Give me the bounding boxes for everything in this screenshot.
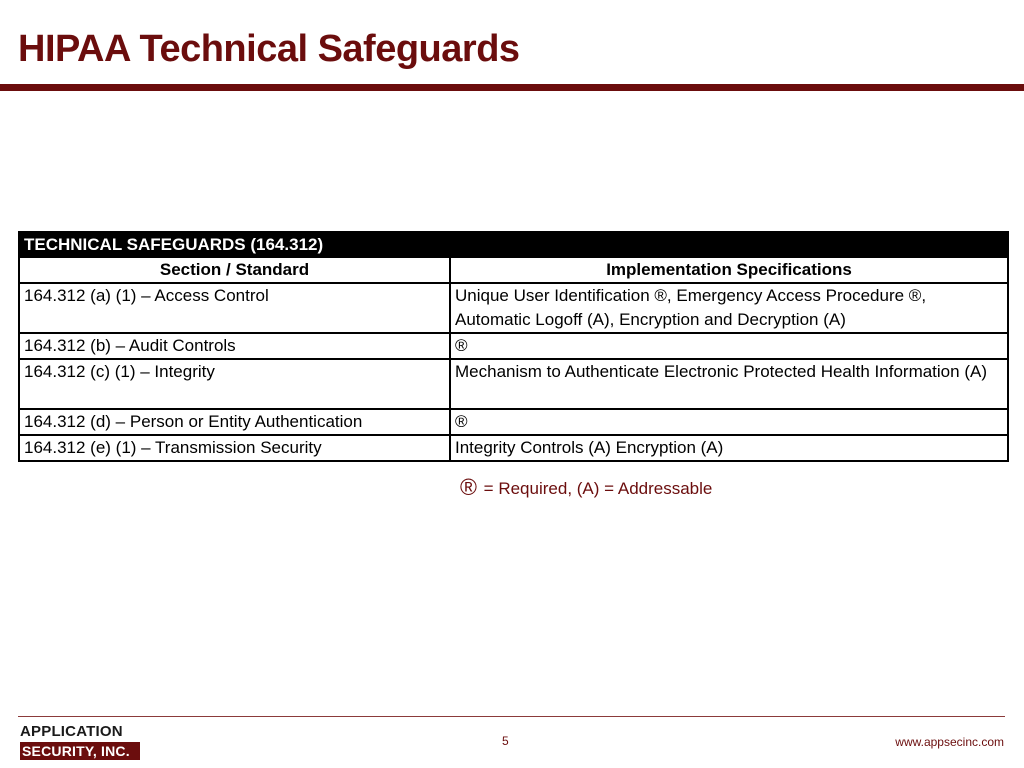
section-cell: 164.312 (a) (1) – Access Control — [19, 283, 450, 333]
table-row — [19, 409, 1008, 435]
company-logo — [20, 724, 140, 760]
column-header-specifications: Implementation Specifications — [450, 257, 1008, 283]
table-caption: TECHNICAL SAFEGUARDS (164.312) — [19, 232, 1008, 257]
section-cell: 164.312 (c) (1) – Integrity — [19, 359, 450, 409]
table-row — [19, 435, 1008, 461]
technical-safeguards-table — [18, 231, 1009, 462]
legend — [460, 474, 712, 501]
specs-cell: Mechanism to Authenticate Electronic Protected Health Information (A) — [450, 359, 1008, 409]
table-caption-row — [19, 232, 1008, 257]
specs-cell: Unique User Identification ®, Emergency Access Procedure ®, Automatic Logoff (A), Encryption and Decryption (A) — [450, 283, 1008, 333]
section-cell: 164.312 (e) (1) – Transmission Security — [19, 435, 450, 461]
footer-divider — [18, 716, 1005, 717]
table-row — [19, 359, 1008, 409]
table-row — [19, 283, 1008, 333]
logo-line-security: SECURITY, INC. — [20, 742, 140, 760]
table-header-row — [19, 257, 1008, 283]
title-divider — [0, 84, 1024, 91]
column-header-section: Section / Standard — [19, 257, 450, 283]
registered-symbol: ® — [460, 474, 477, 500]
footer-url: www.appsecinc.com — [895, 735, 1004, 749]
specs-cell: ® — [450, 333, 1008, 359]
section-cell: 164.312 (b) – Audit Controls — [19, 333, 450, 359]
section-cell: 164.312 (d) – Person or Entity Authentication — [19, 409, 450, 435]
page-number: 5 — [502, 734, 509, 748]
table-row — [19, 333, 1008, 359]
specs-cell: ® — [450, 409, 1008, 435]
specs-cell: Integrity Controls (A) Encryption (A) — [450, 435, 1008, 461]
legend-text: = Required, (A) = Addressable — [478, 479, 713, 498]
slide-title: HIPAA Technical Safeguards — [18, 28, 520, 70]
logo-line-application: APPLICATION — [20, 723, 123, 740]
